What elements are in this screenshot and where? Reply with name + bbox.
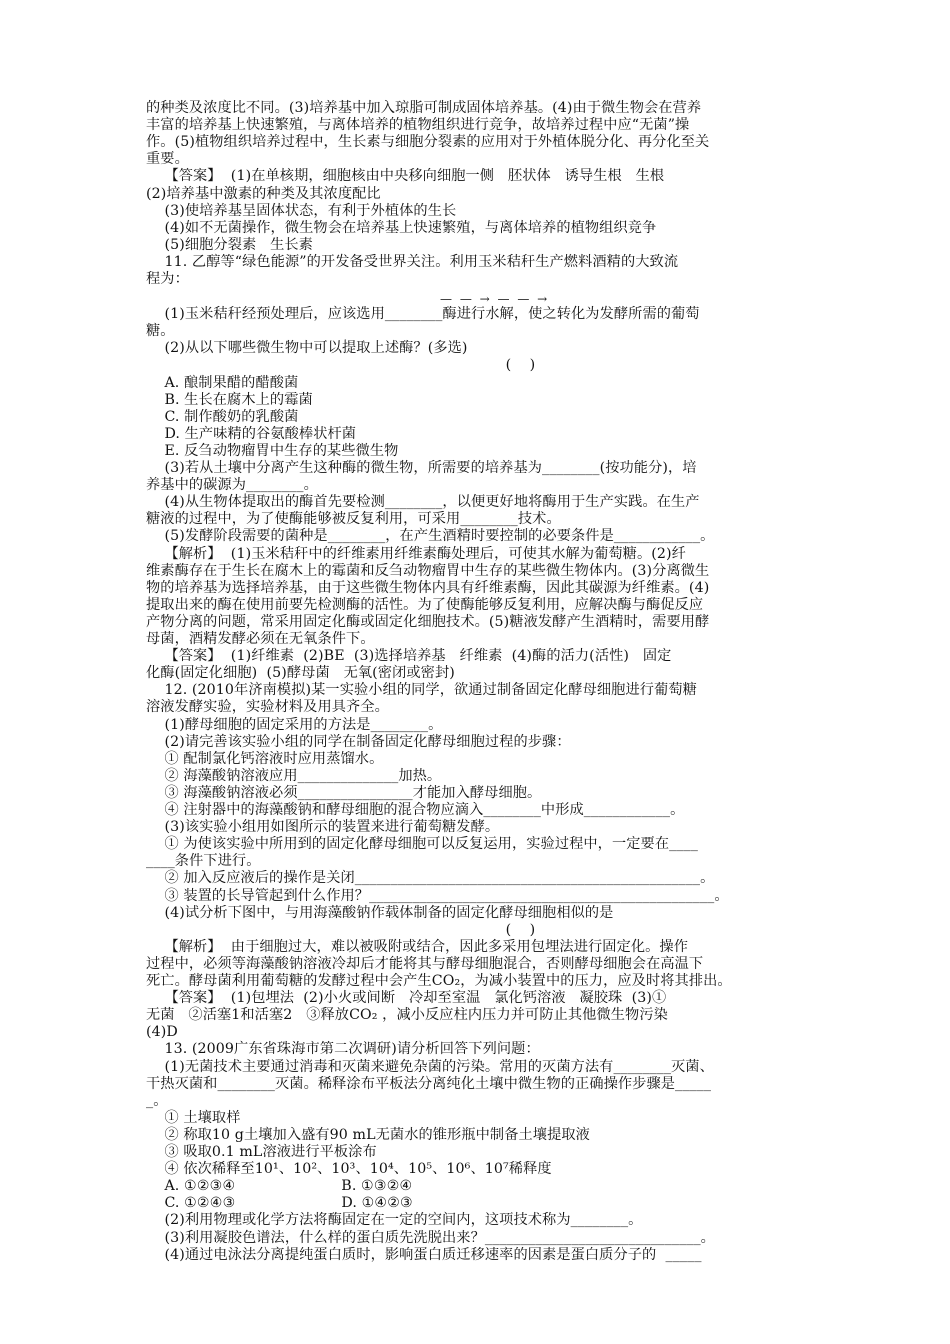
- text-line: 13. (2009广东省珠海市第二次调研)请分析回答下列问题：: [146, 1041, 540, 1058]
- text-line: 维素酶存在于生长在腐木上的霉菌和反刍动物瘤胃中生存的某些微生物体内。(3)分离微生: [146, 562, 710, 579]
- text-line: ④ 依次稀释至10¹、10²、10³、10⁴、10⁵、10⁶、10⁷稀释度: [146, 1161, 552, 1178]
- text-line: (2)培养基中激素的种类及其浓度配比: [146, 185, 381, 202]
- text-line: (4)通过电泳法分离提纯蛋白质时，影响蛋白质迁移速率的因素是蛋白质分子的 _____: [146, 1246, 702, 1263]
- text-line: 12. (2010年济南模拟)某一实验小组的同学，欲通过制备固定化酵母细胞进行葡萄糖: [146, 682, 697, 699]
- text-line: 提取出来的酶在使用前要先检测酶的活性。为了使酶能够反复利用，应解决酶与酶促反应: [146, 596, 704, 613]
- text-line: (3)使培养基呈固体状态，有利于外植体的生长: [146, 202, 457, 219]
- text-line: 母菌，酒精发酵必须在无氧条件下。: [146, 631, 375, 647]
- text-line: (1)酵母细胞的固定采用的方法是________。: [146, 716, 443, 733]
- text-line: ④ 注射器中的海藻酸钠和酵母细胞的混合物应滴入________中形成____________。: [146, 802, 685, 818]
- text-line: (3)利用凝胶色谱法，什么样的蛋白质先洗脱出来？______________________________。: [146, 1229, 715, 1246]
- text-line: (5)发酵阶段需要的菌种是________，在产生酒精时要控制的必要条件是____________。: [146, 528, 715, 545]
- text-line: (2)请完善该实验小组的同学在制备固定化酵母细胞过程的步骤：: [146, 733, 571, 750]
- text-line: ③ 装置的长导管起到什么作用？________________________________________________。: [146, 887, 729, 904]
- text-line: ( ): [146, 921, 536, 938]
- text-line: 过程中，必须等海藻酸钠溶液冷却后才能将其与酵母细胞混合，否则酵母细胞会在高温下: [146, 955, 704, 972]
- text-line: (2)利用物理或化学方法将酶固定在一定的空间内，这项技术称为________。: [146, 1212, 643, 1229]
- text-line: 糖液的过程中，为了使酶能够被反复利用，可采用________技术。: [146, 511, 561, 528]
- text-line: ② 海藻酸钠溶液应用______________加热。: [146, 767, 442, 784]
- text-line: (3)若从土壤中分离产生这种酶的微生物，所需要的培养基为________(按功能分)，培: [146, 460, 697, 476]
- text-line: 溶液发酵实验，实验材料及用具齐全。: [146, 699, 389, 716]
- text-line: 产物分离的问题，常采用固定化酶或固定化细胞技术。(5)糖液发酵产生酒精时，需要用酵: [146, 613, 710, 630]
- text-line: 物的培养基为选择培养基，由于这些微生物体内具有纤维素酶，因此其碳源为纤维素。(4): [146, 579, 710, 596]
- text-line: 作。(5)植物组织培养过程中，生长素与细胞分裂素的应用对于外植体脱分化、再分化至关: [146, 134, 710, 151]
- text-line: (4)D: [146, 1024, 178, 1041]
- text-line: _。: [146, 1092, 168, 1109]
- text-line: (4)试分析下图中，与用海藻酸钠作载体制备的固定化酵母细胞相似的是: [146, 904, 614, 921]
- text-line: D. 生产味精的谷氨酸棒状杆菌: [146, 425, 357, 442]
- text-line: (4)如不无菌操作，微生物会在培养基上快速繁殖，与离体培养的植物组织竞争: [146, 219, 657, 236]
- text-line: (4)从生物体提取出的酶首先要检测________，以便更好地将酶用于生产实践。在生产: [146, 494, 700, 511]
- text-line: 干热灭菌和________灭菌。稀释涂布平板法分离纯化土壤中微生物的正确操作步骤是_____: [146, 1075, 712, 1092]
- text-line: ③ 海藻酸钠溶液必须________________才能加入酵母细胞。: [146, 784, 542, 801]
- text-line: 重要。: [146, 151, 189, 168]
- text-line: C. 制作酸奶的乳酸菌: [146, 408, 299, 425]
- text-line: ① 土壤取样: [146, 1109, 241, 1126]
- text-line: ① 为使该实验中所用到的固定化酵母细胞可以反复运用，实验过程中，一定要在____: [146, 836, 698, 853]
- text-line: 养基中的碳源为________。: [146, 477, 318, 494]
- text-line: 丰富的培养基上快速繁殖，与离体培养的植物组织进行竞争，故培养过程中应“无菌”操: [146, 117, 690, 134]
- text-line: 糖。: [146, 323, 175, 340]
- text-line: B. 生长在腐木上的霉菌: [146, 391, 313, 408]
- text-line: A. 酿制果醋的醋酸菌: [146, 374, 299, 391]
- text-line: 的种类及浓度比不同。(3)培养基中加入琼脂可制成固体培养基。(4)由于微生物会在营养: [146, 100, 702, 116]
- text-line: 程为：: [146, 271, 189, 287]
- text-line: (1)玉米秸秆经预处理后，应该选用________酶进行水解，使之转化为发酵所需的葡萄: [146, 306, 700, 323]
- text-line: 【解析】 (1)玉米秸秆中的纤维素用纤维素酶处理后，可使其水解为葡萄糖。(2)纤: [146, 545, 686, 562]
- text-line: 【答案】 (1)包埋法 (2)小火或间断 冷却至室温 氯化钙溶液 凝胶珠 (3)①: [146, 990, 667, 1007]
- text-line: 化酶(固定化细胞) (5)酵母菌 无氧(密闭或密封): [146, 665, 455, 682]
- text-line: ① 配制氯化钙溶液时应用蒸馏水。: [146, 750, 384, 767]
- text-line: 【答案】 (1)纤维素 (2)BE (3)选择培养基 纤维素 (4)酶的活力(活性) 固定: [146, 648, 672, 665]
- text-line: 无菌 ②活塞1和活塞2 ③释放CO₂ ，减小反应柱内压力并可防止其他微生物污染: [146, 1007, 668, 1024]
- text-line: 死亡。酵母菌利用葡萄糖的发酵过程中会产生CO₂，为减小装置中的压力，应及时将其排出。: [146, 973, 732, 989]
- text-line: C. ①②④③ D. ①④②③: [146, 1195, 413, 1212]
- text-line: (1)无菌技术主要通过消毒和灭菌来避免杂菌的污染。常用的灭菌方法有________灭菌、: [146, 1058, 714, 1075]
- text-line: ② 称取10 g土壤加入盛有90 mL无菌水的锥形瓶中制备土壤提取液: [146, 1126, 590, 1143]
- flow-arrow: — — → — — →: [440, 292, 550, 306]
- text-line: ( ): [146, 357, 536, 374]
- text-line: ____条件下进行。: [146, 853, 261, 870]
- text-line: (3)该实验小组用如图所示的装置来进行葡萄糖发酵。: [146, 819, 500, 836]
- text-line: ② 加入反应液后的操作是关闭________________________________________________。: [146, 870, 715, 887]
- text-line: 11. 乙醇等“绿色能源”的开发备受世界关注。利用玉米秸秆生产燃料酒精的大致流: [146, 253, 679, 270]
- text-line: 【答案】 (1)在单核期，细胞核由中央移向细胞一侧 胚状体 诱导生根 生根: [146, 168, 665, 185]
- text-line: (5)细胞分裂素 生长素: [146, 236, 313, 253]
- text-line: E. 反刍动物瘤胃中生存的某些微生物: [146, 442, 399, 459]
- text-line: 【解析】 由于细胞过大，难以被吸附或结合，因此多采用包埋法进行固定化。操作: [146, 938, 689, 955]
- text-line: (2)从以下哪些微生物中可以提取上述酶？(多选): [146, 340, 468, 357]
- text-line: ③ 吸取0.1 mL溶液进行平板涂布: [146, 1144, 377, 1160]
- text-line: A. ①②③④ B. ①③②④: [146, 1178, 413, 1195]
